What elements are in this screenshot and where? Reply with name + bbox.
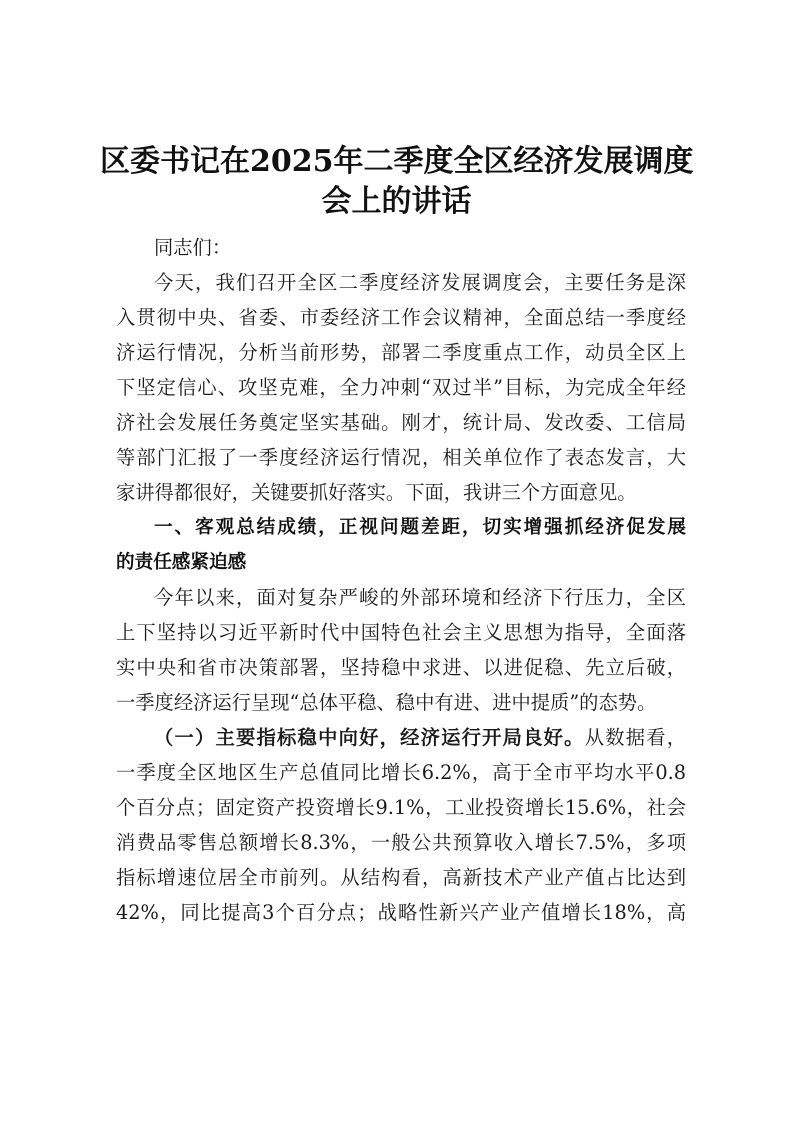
paragraph-line: 入贯彻中央、省委、市委经济工作会议精神，全面总结一季度经 xyxy=(116,306,686,329)
paragraph-line: 今天，我们召开全区二季度经济发展调度会，主要任务是深 xyxy=(154,271,686,294)
paragraph-line: 济社会发展任务奠定坚实基础。刚才，统计局、发改委、工信局 xyxy=(116,411,686,434)
paragraph-line: 消费品零售总额增长8.3%，一般公共预算收入增长7.5%，多项 xyxy=(116,831,686,854)
paragraph-line: 一季度全区地区生产总值同比增长6.2%，高于全市平均水平0.8 xyxy=(116,761,686,784)
paragraph-text: 从数据看， xyxy=(584,726,686,749)
paragraph-line: 一季度经济运行呈现“总体平稳、稳中有进、进中提质”的态势。 xyxy=(116,691,657,714)
document-title-line-1: 区委书记在2025年二季度全区经济发展调度 xyxy=(100,144,694,179)
paragraph-line: 家讲得都很好，关键要抓好落实。下面，我讲三个方面意见。 xyxy=(116,481,637,504)
subheading-inline: （一）主要指标稳中向好，经济运行开局良好。 xyxy=(154,726,585,749)
salutation: 同志们： xyxy=(154,236,232,259)
paragraph-overview xyxy=(116,580,686,720)
paragraph-line: 等部门汇报了一季度经济运行情况，相关单位作了表态发言，大 xyxy=(116,446,686,469)
document-body xyxy=(116,230,686,930)
paragraph-line: 今年以来，面对复杂严峻的外部环境和经济下行压力，全区 xyxy=(154,586,686,609)
section-heading-1 xyxy=(116,510,686,580)
paragraph-line: 实中央和省市决策部署，坚持稳中求进、以进促稳、先立后破， xyxy=(116,656,686,679)
paragraph-line: 下坚定信心、攻坚克难，全力冲刺“双过半”目标，为完成全年经 xyxy=(116,376,686,399)
paragraph-line: 42%，同比提高3个百分点；战略性新兴产业产值增长18%，高 xyxy=(116,901,686,924)
paragraph-line: 指标增速位居全市前列。从结构看，高新技术产业产值占比达到 xyxy=(116,866,686,889)
heading-line: 的责任感紧迫感 xyxy=(116,552,247,573)
paragraph-intro xyxy=(116,265,686,510)
heading-line: 一、客观总结成绩，正视问题差距，切实增强抓经济促发展 xyxy=(154,517,686,538)
paragraph-line xyxy=(116,720,686,755)
paragraph-indicators xyxy=(116,720,686,930)
document-title-line-2: 会上的讲话 xyxy=(321,184,472,219)
paragraph-line: 个百分点；固定资产投资增长9.1%，工业投资增长15.6%，社会 xyxy=(116,796,686,819)
paragraph-line: 上下坚持以习近平新时代中国特色社会主义思想为指导，全面落 xyxy=(116,621,686,644)
paragraph-line: 济运行情况，分析当前形势，部署二季度重点工作，动员全区上 xyxy=(116,341,686,364)
